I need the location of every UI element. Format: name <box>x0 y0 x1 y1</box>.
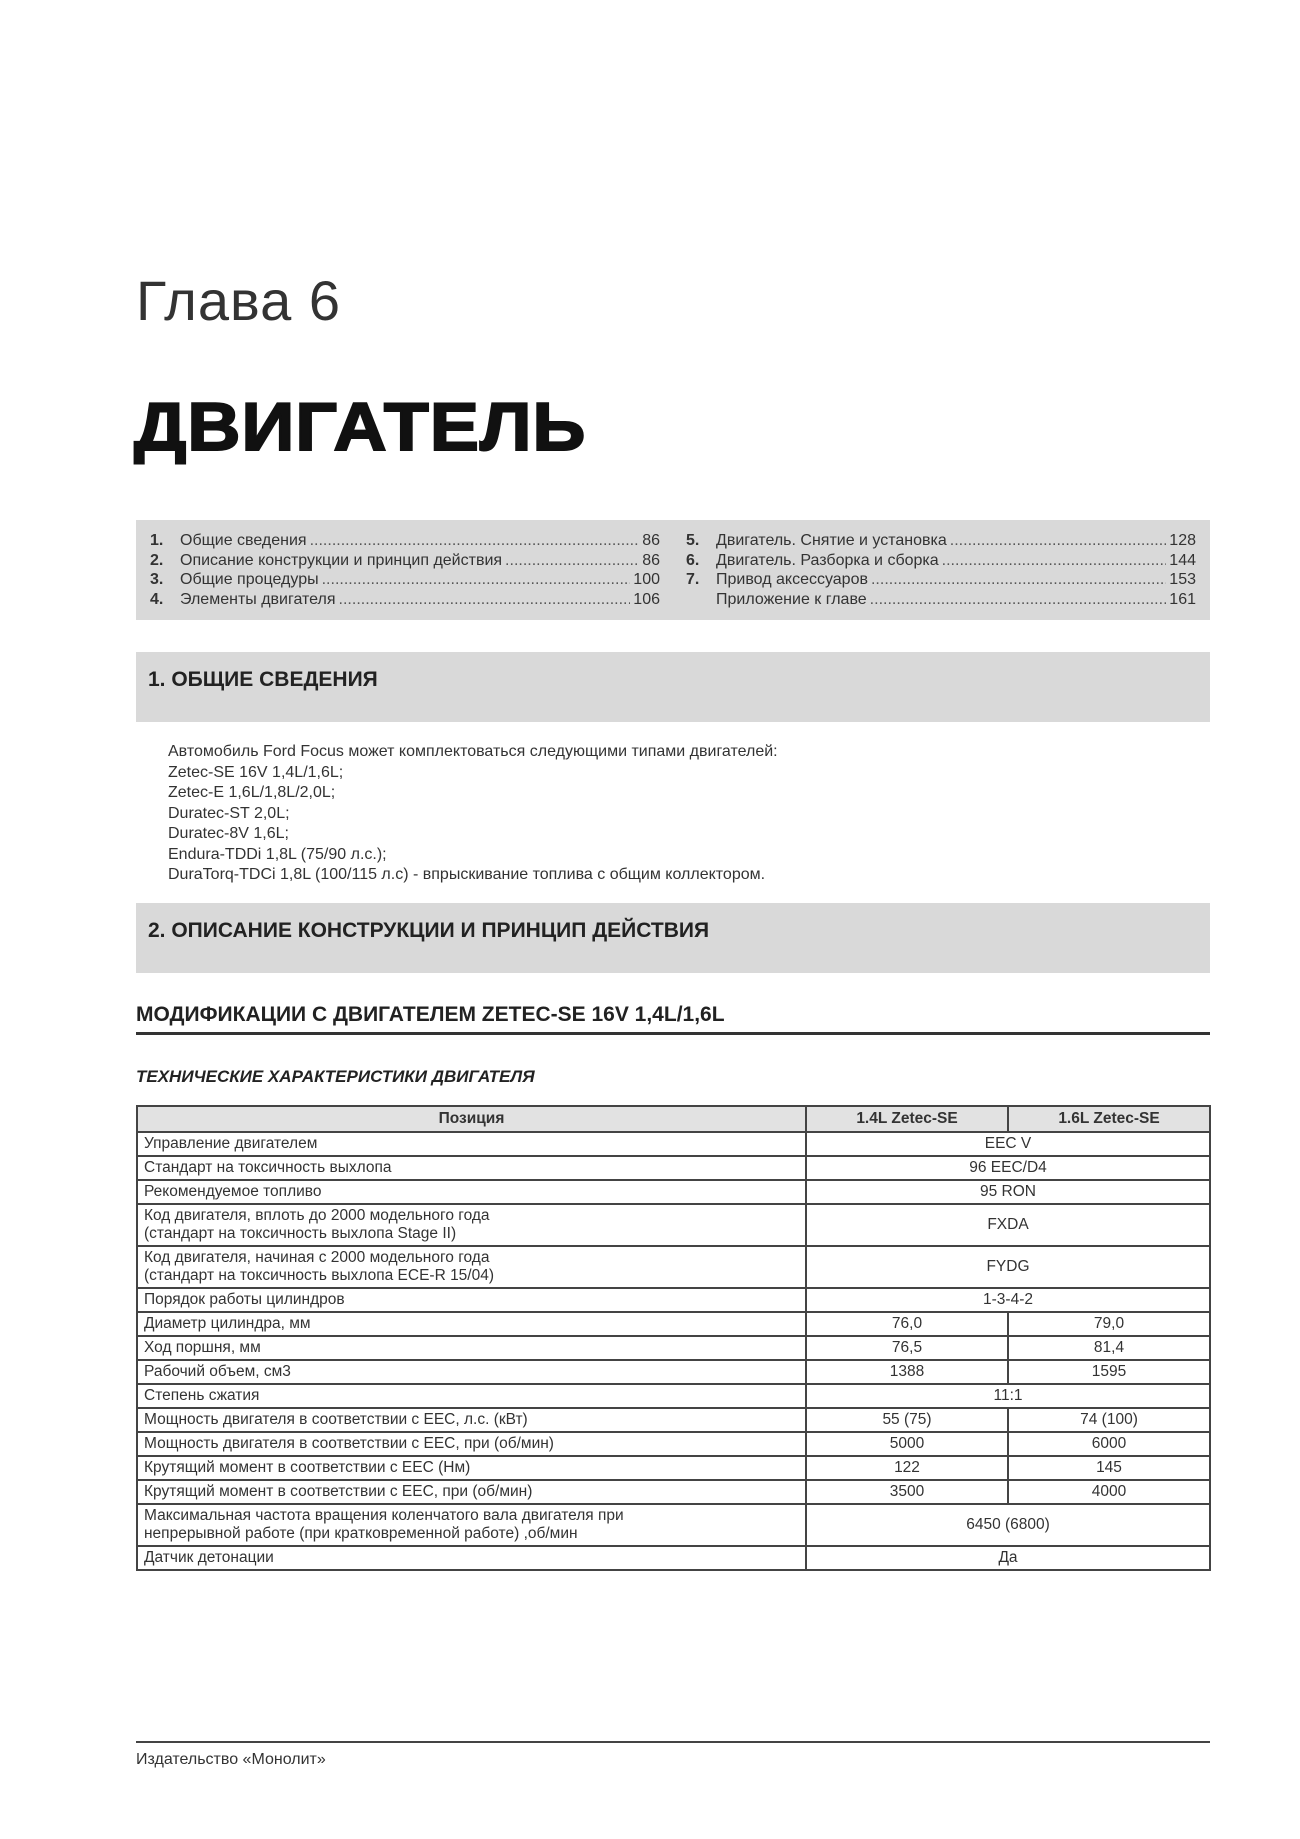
position-cell: Крутящий момент в соответствии с ЕЕС (Нм) <box>137 1456 806 1480</box>
toc-item-title: Двигатель. Снятие и установка <box>716 532 947 549</box>
position-cell <box>137 1504 806 1546</box>
position-cell: Мощность двигателя в соответствии с ЕЕС, при (об/мин) <box>137 1432 806 1456</box>
toc-item-page: 86 <box>642 551 660 569</box>
table-row <box>137 1546 1210 1570</box>
toc-item-page: 100 <box>633 571 660 588</box>
toc-item[interactable] <box>686 532 1196 552</box>
value-cell-1-4l: 1388 <box>806 1360 1008 1384</box>
toc-item-number: 3. <box>150 571 164 588</box>
toc-item-title: Описание конструкции и принцип действия <box>180 551 503 569</box>
engine-types-text <box>168 742 778 886</box>
position-line: непрерывной работе (при кратковременной работе) ,об/мин <box>144 1525 578 1542</box>
value-cell-1-6l: 145 <box>1008 1456 1210 1480</box>
position-cell: Диаметр цилиндра, мм <box>137 1312 806 1336</box>
position-cell: Степень сжатия <box>137 1384 806 1408</box>
position-cell: Датчик детонации <box>137 1546 806 1570</box>
value-cell: FYDG <box>806 1246 1210 1288</box>
value-cell-1-6l: 74 (100) <box>1008 1408 1210 1432</box>
toc-item[interactable] <box>150 552 660 572</box>
toc-leader-dots <box>870 591 1167 609</box>
toc-leader-dots <box>322 571 631 589</box>
toc-item-title: Приложение к главе <box>716 590 867 608</box>
toc-leader-dots <box>310 532 640 550</box>
text-line: Endura-TDDi 1,8L (75/90 л.с.); <box>168 845 387 863</box>
chapter-title: ДВИГАТЕЛЬ <box>134 389 587 465</box>
value-cell-1-4l: 55 (75) <box>806 1408 1008 1432</box>
value-cell-1-4l: 76,0 <box>806 1312 1008 1336</box>
toc-leader-dots <box>942 552 1167 570</box>
subsection-title: МОДИФИКАЦИИ С ДВИГАТЕЛЕМ ZETEC-SE 16V 1,4L/1,6L <box>136 1003 725 1026</box>
position-cell: Рекомендуемое топливо <box>137 1180 806 1204</box>
toc-item-page: 161 <box>1169 590 1196 608</box>
value-cell: FXDA <box>806 1204 1210 1246</box>
section-header-design <box>136 903 1210 973</box>
value-cell: Да <box>806 1546 1210 1570</box>
value-cell-1-4l: 76,5 <box>806 1336 1008 1360</box>
table-row <box>137 1504 1210 1546</box>
toc-item-page: 144 <box>1169 551 1196 569</box>
value-cell-1-4l: 122 <box>806 1456 1008 1480</box>
position-cell: Крутящий момент в соответствии с ЕЕС, при (об/мин) <box>137 1480 806 1504</box>
toc-item-title: Общие процедуры <box>180 571 319 588</box>
table-row <box>137 1384 1210 1408</box>
toc-item[interactable] <box>150 591 660 611</box>
toc-leader-dots <box>950 532 1167 550</box>
column-header: Позиция <box>137 1106 806 1132</box>
toc-column-right <box>686 532 1196 610</box>
text-line: Zetec-E 1,6L/1,8L/2,0L; <box>168 784 336 801</box>
value-cell-1-6l: 1595 <box>1008 1360 1210 1384</box>
table-row <box>137 1312 1210 1336</box>
footer-divider <box>136 1741 1210 1743</box>
toc-column-left <box>150 532 660 610</box>
toc-item-page: 153 <box>1169 571 1196 588</box>
value-cell: 6450 (6800) <box>806 1504 1210 1546</box>
value-cell-1-6l: 6000 <box>1008 1432 1210 1456</box>
table-row <box>137 1288 1210 1312</box>
toc-item[interactable] <box>150 532 660 552</box>
position-line: (стандарт на токсичность выхлопа ECE-R 15/04) <box>144 1267 495 1284</box>
position-cell: Мощность двигателя в соответствии с ЕЕС, л.с. (кВт) <box>137 1408 806 1432</box>
section-title: 2. ОПИСАНИЕ КОНСТРУКЦИИ И ПРИНЦИП ДЕЙСТВИЯ <box>148 919 710 942</box>
value-cell-1-6l: 81,4 <box>1008 1336 1210 1360</box>
position-cell <box>137 1246 806 1288</box>
toc-item-page: 106 <box>633 590 660 608</box>
table-row <box>137 1360 1210 1384</box>
toc-item-title: Двигатель. Разборка и сборка <box>716 551 939 569</box>
toc-item-number: 6. <box>686 551 700 569</box>
toc-item[interactable] <box>686 571 1196 591</box>
value-cell: 96 EEC/D4 <box>806 1156 1210 1180</box>
column-header: 1.4L Zetec-SE <box>806 1106 1008 1132</box>
toc-item-title: Общие сведения <box>180 532 307 549</box>
table-row <box>137 1246 1210 1288</box>
table-row <box>137 1180 1210 1204</box>
text-line: Автомобиль Ford Focus может комплектоваться следующими типами двигателей: <box>168 743 778 760</box>
toc-item-page: 86 <box>642 532 660 549</box>
value-cell-1-6l: 79,0 <box>1008 1312 1210 1336</box>
toc-item-page: 128 <box>1169 532 1196 549</box>
table-row <box>137 1408 1210 1432</box>
section-header-general-info <box>136 652 1210 722</box>
value-cell: 11:1 <box>806 1384 1210 1408</box>
position-cell: Порядок работы цилиндров <box>137 1288 806 1312</box>
divider <box>136 1032 1210 1035</box>
table-row <box>137 1204 1210 1246</box>
toc-item[interactable] <box>686 552 1196 572</box>
text-line: DuraTorq-TDCi 1,8L (100/115 л.с) - впрыскивание топлива с общим коллектором. <box>168 866 766 883</box>
text-line: Duratec-ST 2,0L; <box>168 804 290 822</box>
table-row <box>137 1132 1210 1156</box>
toc-item-title: Привод аксессуаров <box>716 571 868 588</box>
toc-item-number: 5. <box>686 532 700 549</box>
column-header: 1.6L Zetec-SE <box>1008 1106 1210 1132</box>
value-cell-1-4l: 3500 <box>806 1480 1008 1504</box>
value-cell: EEC V <box>806 1132 1210 1156</box>
text-line: Duratec-8V 1,6L; <box>168 825 289 842</box>
position-cell: Стандарт на токсичность выхлопа <box>137 1156 806 1180</box>
value-cell: 95 RON <box>806 1180 1210 1204</box>
table-row <box>137 1456 1210 1480</box>
value-cell: 1-3-4-2 <box>806 1288 1210 1312</box>
section-title: 1. ОБЩИЕ СВЕДЕНИЯ <box>148 668 378 691</box>
toc-item-number: 1. <box>150 532 164 549</box>
position-cell: Ход поршня, мм <box>137 1336 806 1360</box>
position-cell: Рабочий объем, см3 <box>137 1360 806 1384</box>
table-of-contents <box>136 520 1210 620</box>
toc-leader-dots <box>505 552 639 570</box>
toc-item-number: 4. <box>150 590 164 608</box>
table-row <box>137 1432 1210 1456</box>
toc-leader-dots <box>871 571 1166 589</box>
spec-table-title: ТЕХНИЧЕСКИЕ ХАРАКТЕРИСТИКИ ДВИГАТЕЛЯ <box>136 1067 535 1086</box>
chapter-label: Глава 6 <box>136 269 341 332</box>
text-line: Zetec-SE 16V 1,4L/1,6L; <box>168 763 344 781</box>
toc-item-number: 7. <box>686 571 700 588</box>
publisher-footer: Издательство «Монолит» <box>136 1751 326 1768</box>
value-cell-1-4l: 5000 <box>806 1432 1008 1456</box>
position-line: Максимальная частота вращения коленчатого вала двигателя при <box>144 1507 624 1524</box>
toc-item[interactable] <box>150 571 660 591</box>
table-row <box>137 1156 1210 1180</box>
position-line: (стандарт на токсичность выхлопа Stage II) <box>144 1225 457 1242</box>
table-row <box>137 1336 1210 1360</box>
position-cell <box>137 1204 806 1246</box>
table-row <box>137 1480 1210 1504</box>
position-line: Код двигателя, начиная с 2000 модельного года <box>144 1249 490 1266</box>
toc-item[interactable] <box>686 591 1196 611</box>
value-cell-1-6l: 4000 <box>1008 1480 1210 1504</box>
toc-item-title: Элементы двигателя <box>180 590 336 608</box>
engine-specs-table <box>136 1105 1211 1571</box>
table-header-row <box>137 1106 1210 1132</box>
toc-item-number: 2. <box>150 551 164 569</box>
toc-leader-dots <box>339 591 631 609</box>
position-cell: Управление двигателем <box>137 1132 806 1156</box>
position-line: Код двигателя, вплоть до 2000 модельного года <box>144 1207 490 1224</box>
